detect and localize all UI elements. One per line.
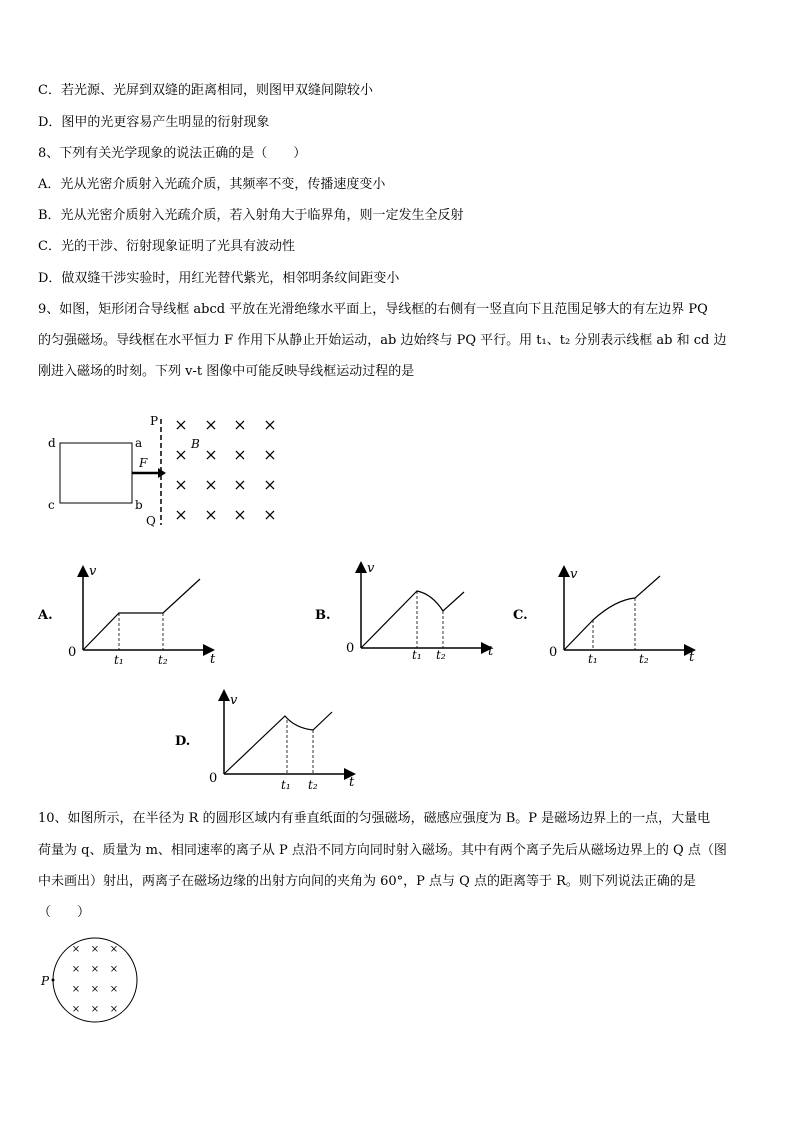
tick-label-t2: t₂ bbox=[436, 648, 446, 662]
graph-c bbox=[543, 562, 713, 672]
axis-label-v: v bbox=[367, 561, 375, 576]
q9-stem-line2: 的匀强磁场。导线框在水平恒力 F 作用下从静止开始运动，ab 边始终与 PQ 平行。用 t₁、t₂ 分别表示线框 ab 和 cd 边 bbox=[38, 333, 727, 348]
graph-a bbox=[62, 560, 232, 670]
q9-stem-line3: 刚进入磁场的时刻。下列 v-t 图像中可能反映导线框运动过程的是 bbox=[38, 364, 415, 379]
point-P bbox=[52, 979, 55, 982]
q10-stem-line3: 中未画出）射出，两离子在磁场边缘的出射方向间的夹角为 60°，P 点与 Q 点的距离等于 R。则下列说法正确的是 bbox=[38, 874, 696, 889]
axis-label-v: v bbox=[230, 693, 238, 708]
vt-curve bbox=[361, 591, 464, 648]
q10-stem-line1: 10、如图所示，在半径为 R 的圆形区域内有垂直纸面的匀强磁场，磁感应强度为 B。P 是磁场边界上的一点，大量电 bbox=[38, 811, 711, 826]
axis-label-t: t bbox=[488, 644, 494, 659]
field-cross: × bbox=[233, 415, 247, 434]
label-B: B bbox=[191, 437, 200, 451]
tick-label-t2: t₂ bbox=[639, 652, 649, 666]
q8-option-a: A．光从光密介质射入光疏介质，其频率不变，传播速度变小 bbox=[38, 177, 386, 192]
q9-frame-field-figure bbox=[40, 405, 300, 535]
tick-label-t1: t₁ bbox=[114, 653, 124, 667]
tick-label-t2: t₂ bbox=[158, 653, 168, 667]
field-cross: × bbox=[263, 415, 277, 434]
option-label-a: A. bbox=[38, 608, 53, 623]
field-cross: × bbox=[90, 944, 100, 955]
q8-option-c: C．光的干涉、衍射现象证明了光具有波动性 bbox=[38, 239, 295, 254]
field-cross: × bbox=[71, 1004, 81, 1015]
field-cross: × bbox=[71, 944, 81, 955]
field-cross: × bbox=[233, 505, 247, 524]
axis-label-t: t bbox=[349, 775, 355, 790]
tick-label-t1: t₁ bbox=[412, 648, 422, 662]
q8-stem: 8、下列有关光学现象的说法正确的是（ ） bbox=[38, 146, 307, 161]
origin-label: 0 bbox=[209, 771, 218, 786]
field-cross: × bbox=[204, 505, 218, 524]
field-cross: × bbox=[109, 944, 119, 955]
field-cross: × bbox=[233, 445, 247, 464]
field-cross: × bbox=[204, 415, 218, 434]
field-cross: × bbox=[204, 445, 218, 464]
field-crosses bbox=[174, 415, 276, 524]
option-label-c: C. bbox=[513, 608, 528, 623]
field-cross: × bbox=[90, 1004, 100, 1015]
wire-frame bbox=[60, 443, 132, 503]
field-cross: × bbox=[174, 505, 188, 524]
vt-curve bbox=[224, 712, 332, 774]
option-label-b: B. bbox=[315, 608, 331, 623]
field-cross: × bbox=[174, 475, 188, 494]
label-b: b bbox=[135, 498, 143, 512]
axis-label-v: v bbox=[570, 567, 578, 582]
q8-option-b: B．光从光密介质射入光疏介质，若入射角大于临界角，则一定发生全反射 bbox=[38, 208, 464, 223]
tick-label-t1: t₁ bbox=[281, 778, 291, 792]
q7-option-c: C．若光源、光屏到双缝的距离相同，则图甲双缝间隙较小 bbox=[38, 83, 373, 98]
field-cross: × bbox=[204, 475, 218, 494]
q7-option-d: D．图甲的光更容易产生明显的衍射现象 bbox=[38, 115, 270, 130]
field-cross: × bbox=[263, 445, 277, 464]
field-cross: × bbox=[71, 984, 81, 995]
label-Q: Q bbox=[146, 514, 156, 528]
tick-label-t2: t₂ bbox=[308, 778, 318, 792]
axis-label-v: v bbox=[89, 564, 97, 579]
label-c: c bbox=[48, 498, 55, 512]
q8-option-d: D．做双缝干涉实验时，用红光替代紫光，相邻明条纹间距变小 bbox=[38, 271, 400, 286]
label-P: P bbox=[41, 974, 50, 988]
graph-b bbox=[340, 558, 510, 668]
graph-d bbox=[203, 688, 373, 798]
q10-stem-line4: （ ） bbox=[38, 905, 91, 920]
field-cross: × bbox=[90, 984, 100, 995]
origin-label: 0 bbox=[346, 641, 355, 656]
origin-label: 0 bbox=[68, 645, 77, 660]
label-F: F bbox=[139, 456, 148, 470]
vt-curve bbox=[564, 576, 660, 650]
q10-circle-field-figure bbox=[38, 935, 148, 1030]
field-cross: × bbox=[71, 964, 81, 975]
field-cross: × bbox=[109, 984, 119, 995]
vt-curve bbox=[83, 579, 200, 650]
origin-label: 0 bbox=[549, 645, 558, 660]
field-cross: × bbox=[90, 964, 100, 975]
tick-label-t1: t₁ bbox=[588, 652, 598, 666]
field-cross: × bbox=[109, 964, 119, 975]
field-cross: × bbox=[233, 475, 247, 494]
field-crosses bbox=[72, 944, 118, 1015]
q9-stem-line1: 9、如图，矩形闭合导线框 abcd 平放在光滑绝缘水平面上，导线框的右侧有一竖直向下且范围足够大的有左边界 PQ bbox=[38, 302, 708, 317]
field-cross: × bbox=[109, 1004, 119, 1015]
field-cross: × bbox=[263, 475, 277, 494]
field-cross: × bbox=[174, 415, 188, 434]
label-d: d bbox=[48, 436, 56, 450]
force-arrow-head bbox=[158, 468, 166, 478]
field-cross: × bbox=[263, 505, 277, 524]
field-cross: × bbox=[174, 445, 188, 464]
option-label-d: D. bbox=[175, 734, 191, 749]
q10-stem-line2: 荷量为 q、质量为 m、相同速率的离子从 P 点沿不同方向同时射入磁场。其中有两个离子先后从磁场边界上的 Q 点（图 bbox=[38, 843, 727, 858]
axis-label-t: t bbox=[689, 650, 695, 665]
axis-label-t: t bbox=[210, 652, 216, 667]
label-P: P bbox=[150, 414, 159, 428]
label-a: a bbox=[135, 436, 143, 450]
